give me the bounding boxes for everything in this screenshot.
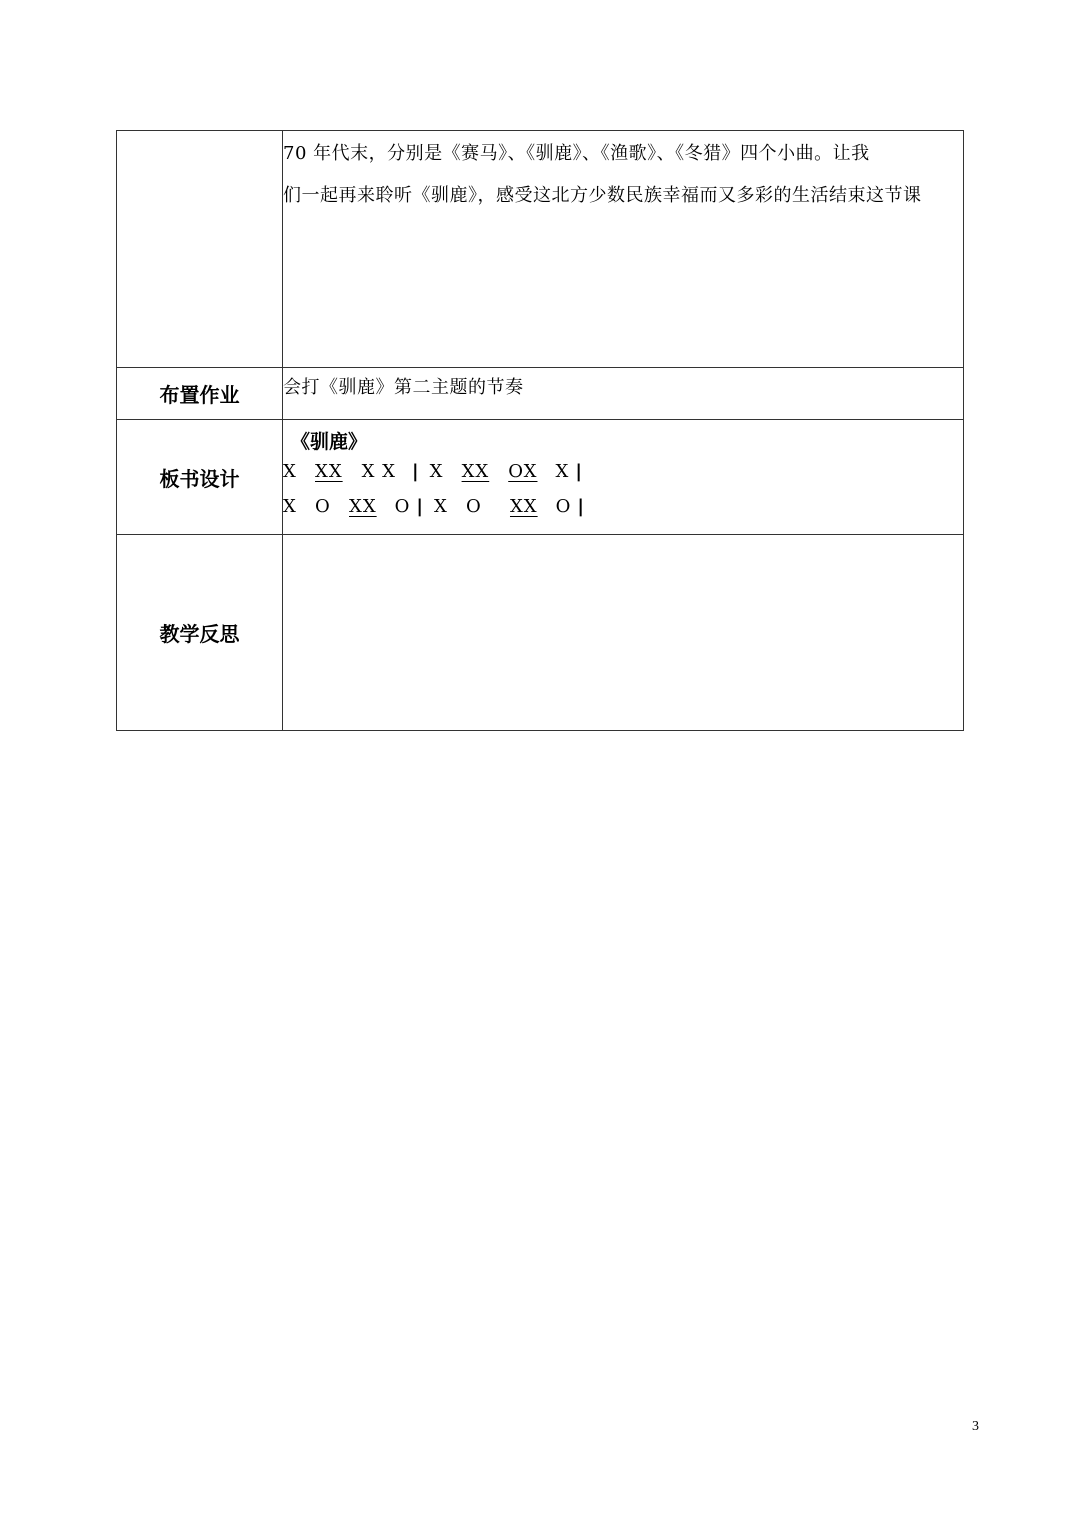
rhythm-note: X X bbox=[361, 461, 396, 482]
rhythm-note: X bbox=[429, 461, 444, 482]
reflection-label: 教学反思 bbox=[117, 535, 283, 731]
bar-line: | bbox=[577, 496, 585, 517]
table-row bbox=[117, 420, 964, 535]
blackboard-label: 板书设计 bbox=[117, 420, 283, 535]
homework-content-cell bbox=[283, 368, 964, 420]
blackboard-title: 《驯鹿》 bbox=[291, 431, 368, 453]
reflection-content-cell bbox=[283, 535, 964, 731]
rhythm-note: XX bbox=[461, 461, 490, 482]
page-number: 3 bbox=[972, 1419, 979, 1434]
lesson-plan-table bbox=[116, 130, 964, 731]
summary-line: 70 年代末，分别是《赛马》、《驯鹿》、《渔歌》、《冬猎》四个小曲。让我 bbox=[283, 143, 870, 164]
table-row bbox=[117, 368, 964, 420]
rhythm-note: X bbox=[283, 461, 297, 482]
rhythm-note: OX bbox=[508, 461, 538, 482]
bar-line: | bbox=[575, 461, 583, 482]
table-row bbox=[117, 131, 964, 368]
rhythm-note: O bbox=[465, 496, 482, 517]
blackboard-content-cell bbox=[283, 420, 964, 535]
bar-line: | bbox=[412, 461, 420, 482]
summary-line: 们一起再来聆听《驯鹿》，感受这北方少数民族幸福而又多彩的生活结束这节课 bbox=[283, 185, 922, 206]
bar-line: | bbox=[416, 496, 424, 517]
rhythm-note: O bbox=[555, 496, 572, 517]
rhythm-note: XX bbox=[509, 496, 538, 517]
rhythm-note: X bbox=[433, 496, 448, 517]
summary-paragraph bbox=[283, 133, 963, 217]
summary-content-cell bbox=[283, 131, 964, 368]
row-label-empty bbox=[117, 131, 283, 368]
homework-text: 会打《驯鹿》第二主题的节奏 bbox=[283, 377, 524, 398]
rhythm-note: XX bbox=[315, 461, 343, 482]
rhythm-note: XX bbox=[349, 496, 377, 517]
homework-label: 布置作业 bbox=[117, 368, 283, 420]
rhythm-note: X bbox=[283, 496, 297, 517]
rhythm-line-2 bbox=[283, 489, 963, 524]
table-row bbox=[117, 535, 964, 731]
rhythm-note: O bbox=[315, 496, 331, 517]
rhythm-line-1 bbox=[283, 454, 963, 489]
rhythm-note: O bbox=[394, 496, 411, 517]
rhythm-note: X bbox=[555, 461, 570, 482]
